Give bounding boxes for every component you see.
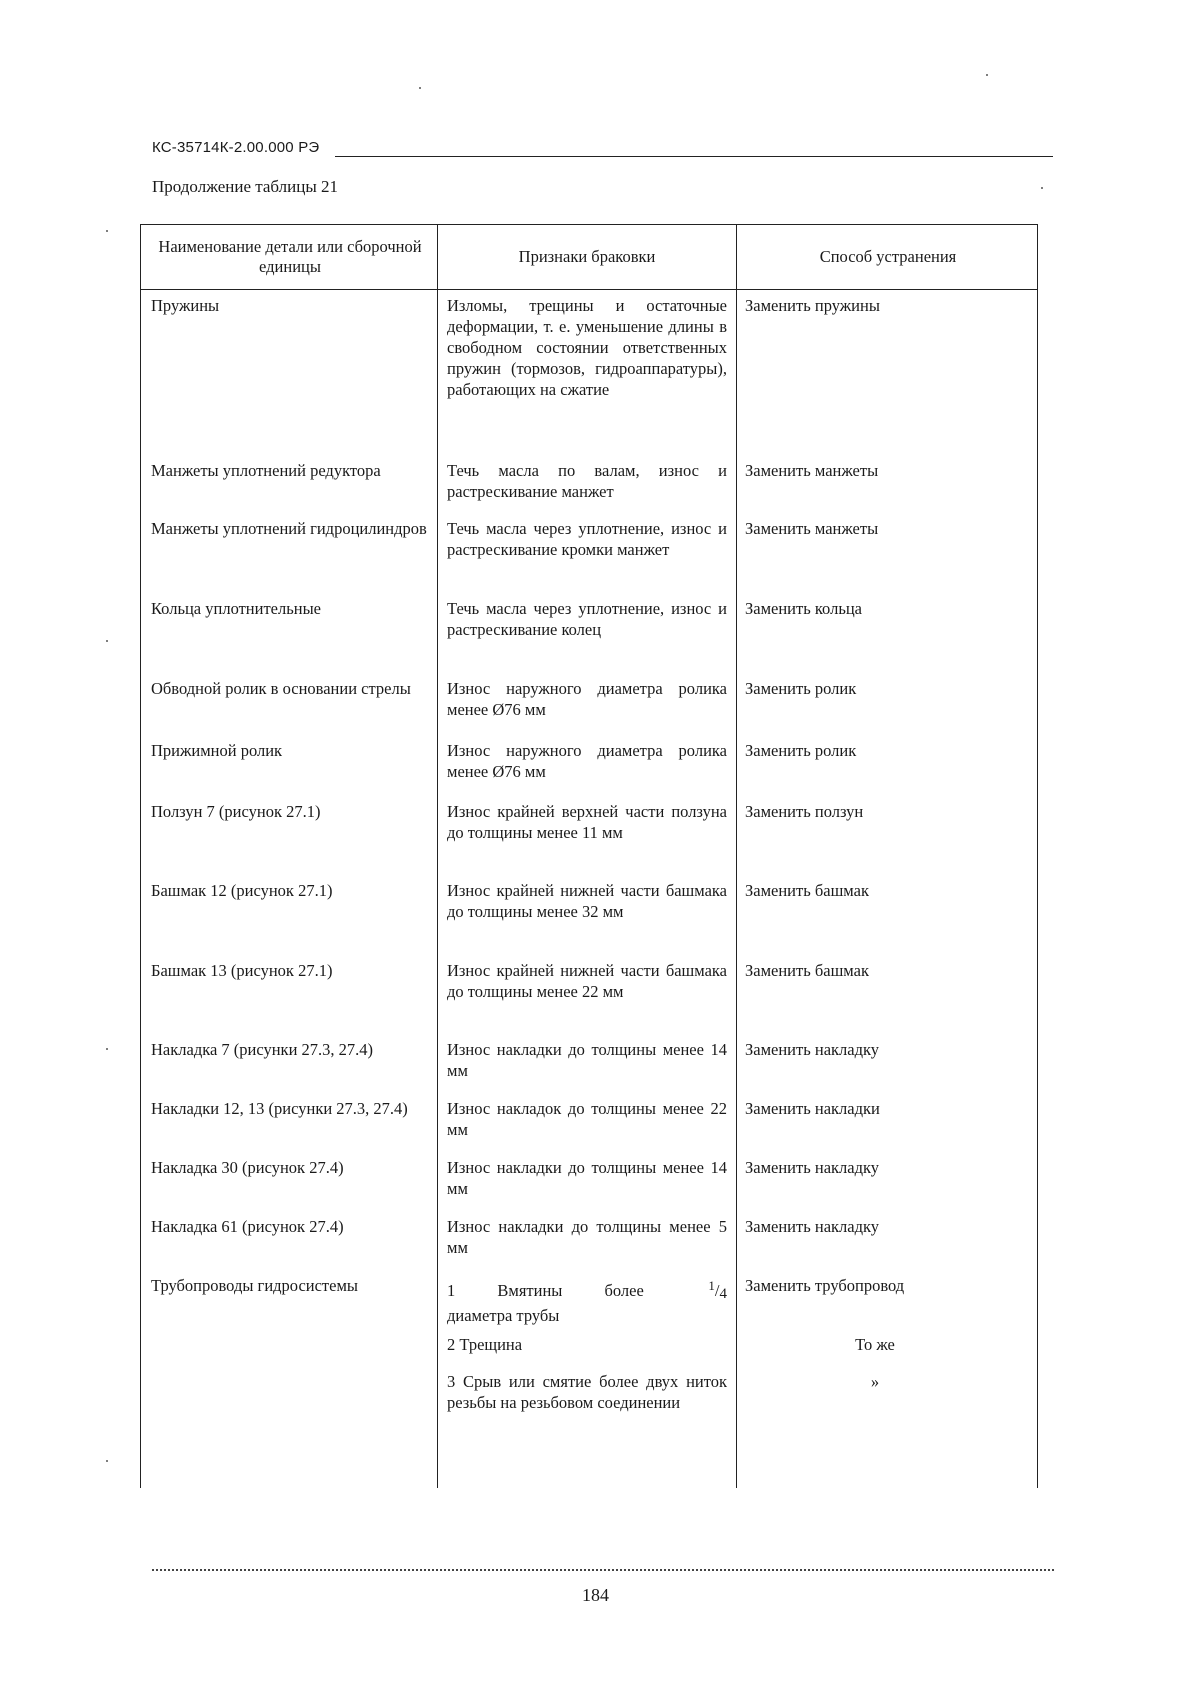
defect-text-lead: 1 Вмятины более (447, 1281, 644, 1300)
table-cell-part: Кольца уплотнительные (151, 599, 322, 618)
table-cell-part: Прижимной ролик (151, 741, 283, 760)
table-cell-defect: Течь масла по валам, износ и растрескивание манжет (447, 461, 727, 501)
table-cell-remedy: Заменить ролик (745, 679, 857, 698)
table-cell-defect: 2 Трещина (447, 1335, 523, 1354)
column-header-remedy: Способ устранения (819, 247, 957, 266)
scan-speck (106, 1048, 108, 1050)
table-cell-defect: Износ наружного диаметра ролика менее Ø76 мм (447, 679, 727, 719)
table-cell-remedy: Заменить накладки (745, 1099, 880, 1118)
table-cell-remedy: Заменить кольца (745, 599, 862, 618)
header-rule (335, 156, 1053, 157)
table-cell-remedy: » (870, 1372, 880, 1391)
column-divider (736, 225, 737, 1488)
table-cell-defect: Износ накладки до толщины менее 14 мм (447, 1040, 727, 1080)
fraction-numerator: 1 (708, 1278, 715, 1293)
table-cell-part: Пружины (151, 296, 220, 315)
table-cell-defect: 3 Срыв или смятие более двух ниток резьбы на резьбовом соединении (447, 1372, 727, 1412)
table-cell-defect: Износ накладки до толщины менее 14 мм (447, 1158, 727, 1198)
table-cell-part: Ползун 7 (рисунок 27.1) (151, 802, 321, 821)
scan-speck (986, 74, 988, 76)
page-number: 184 (582, 1585, 609, 1605)
table-cell-defect: Износ крайней верхней части ползуна до толщины менее 11 мм (447, 802, 727, 842)
footer-rule (152, 1569, 1054, 1571)
header-row-rule (141, 289, 1037, 290)
scan-speck (419, 87, 421, 89)
table-cell-part: Трубопроводы гидросистемы (151, 1276, 358, 1295)
table-cell-part: Манжеты уплотнений гидроцилиндров (151, 519, 427, 538)
table-cell-remedy: Заменить башмак (745, 881, 869, 900)
table-cell-remedy: Заменить башмак (745, 961, 869, 980)
table-cell-defect: Износ накладок до толщины менее 22 мм (447, 1099, 727, 1139)
table-cell-defect: Износ крайней нижней части башмака до толщины менее 22 мм (447, 961, 727, 1001)
document-code: КС-35714К-2.00.000 РЭ (152, 139, 320, 156)
table-cell-defect: Износ накладки до толщины менее 5 мм (447, 1217, 727, 1257)
table-cell-defect: Изломы, трещины и остаточные деформации, т. е. уменьшение длины в свободном состоянии ответственных пружин (тормозов, гидроаппаратуры), работающих на сжатие (447, 296, 727, 399)
table-cell-remedy: Заменить ползун (745, 802, 864, 821)
table-cell-defect: Износ крайней нижней части башмака до толщины менее 32 мм (447, 881, 727, 921)
table-cell-defect (447, 1275, 727, 1326)
table-cell-part: Башмак 12 (рисунок 27.1) (151, 881, 333, 900)
table-cell-remedy: Заменить манжеты (745, 461, 879, 480)
scan-speck (106, 640, 108, 642)
table-cell-part: Манжеты уплотнений редуктора (151, 461, 381, 480)
table-cell-remedy: Заменить ролик (745, 741, 857, 760)
table-cell-remedy: Заменить накладку (745, 1040, 880, 1059)
fraction-denominator: 4 (719, 1286, 727, 1302)
scan-speck (106, 230, 108, 232)
table-cell-part: Накладки 12, 13 (рисунки 27.3, 27.4) (151, 1099, 408, 1118)
table-cell-defect: Износ наружного диаметра ролика менее Ø76 мм (447, 741, 727, 781)
table-cell-remedy: То же (855, 1335, 895, 1354)
table-cell-remedy: Заменить накладку (745, 1217, 880, 1236)
table-cell-remedy: Заменить манжеты (745, 519, 879, 538)
table-cell-remedy: Заменить трубопровод (745, 1276, 905, 1295)
table-cell-defect: Течь масла через уплотнение, износ и растрескивание кромки манжет (447, 519, 727, 559)
fraction: $^1$/4 (708, 1278, 727, 1302)
table-cell-part: Обводной ролик в основании стрелы (151, 679, 411, 698)
table-cell-remedy: Заменить накладку (745, 1158, 880, 1177)
column-header-part: Наименование детали или сборочной единицы (158, 237, 422, 276)
table-cell-part: Накладка 61 (рисунок 27.4) (151, 1217, 344, 1236)
table-cell-part: Накладка 30 (рисунок 27.4) (151, 1158, 344, 1177)
defects-table (140, 224, 1038, 1488)
table-cell-defect: Течь масла через уплотнение, износ и растрескивание колец (447, 599, 727, 639)
column-divider (437, 225, 438, 1488)
table-cell-part: Башмак 13 (рисунок 27.1) (151, 961, 333, 980)
table-cell-part: Накладка 7 (рисунки 27.3, 27.4) (151, 1040, 374, 1059)
defect-text-tail: диаметра трубы (447, 1306, 560, 1325)
table-caption: Продолжение таблицы 21 (152, 177, 339, 196)
scan-speck (1041, 187, 1043, 189)
column-header-defect: Признаки браковки (518, 247, 656, 266)
scan-speck (106, 1460, 108, 1462)
table-cell-remedy: Заменить пружины (745, 296, 880, 315)
